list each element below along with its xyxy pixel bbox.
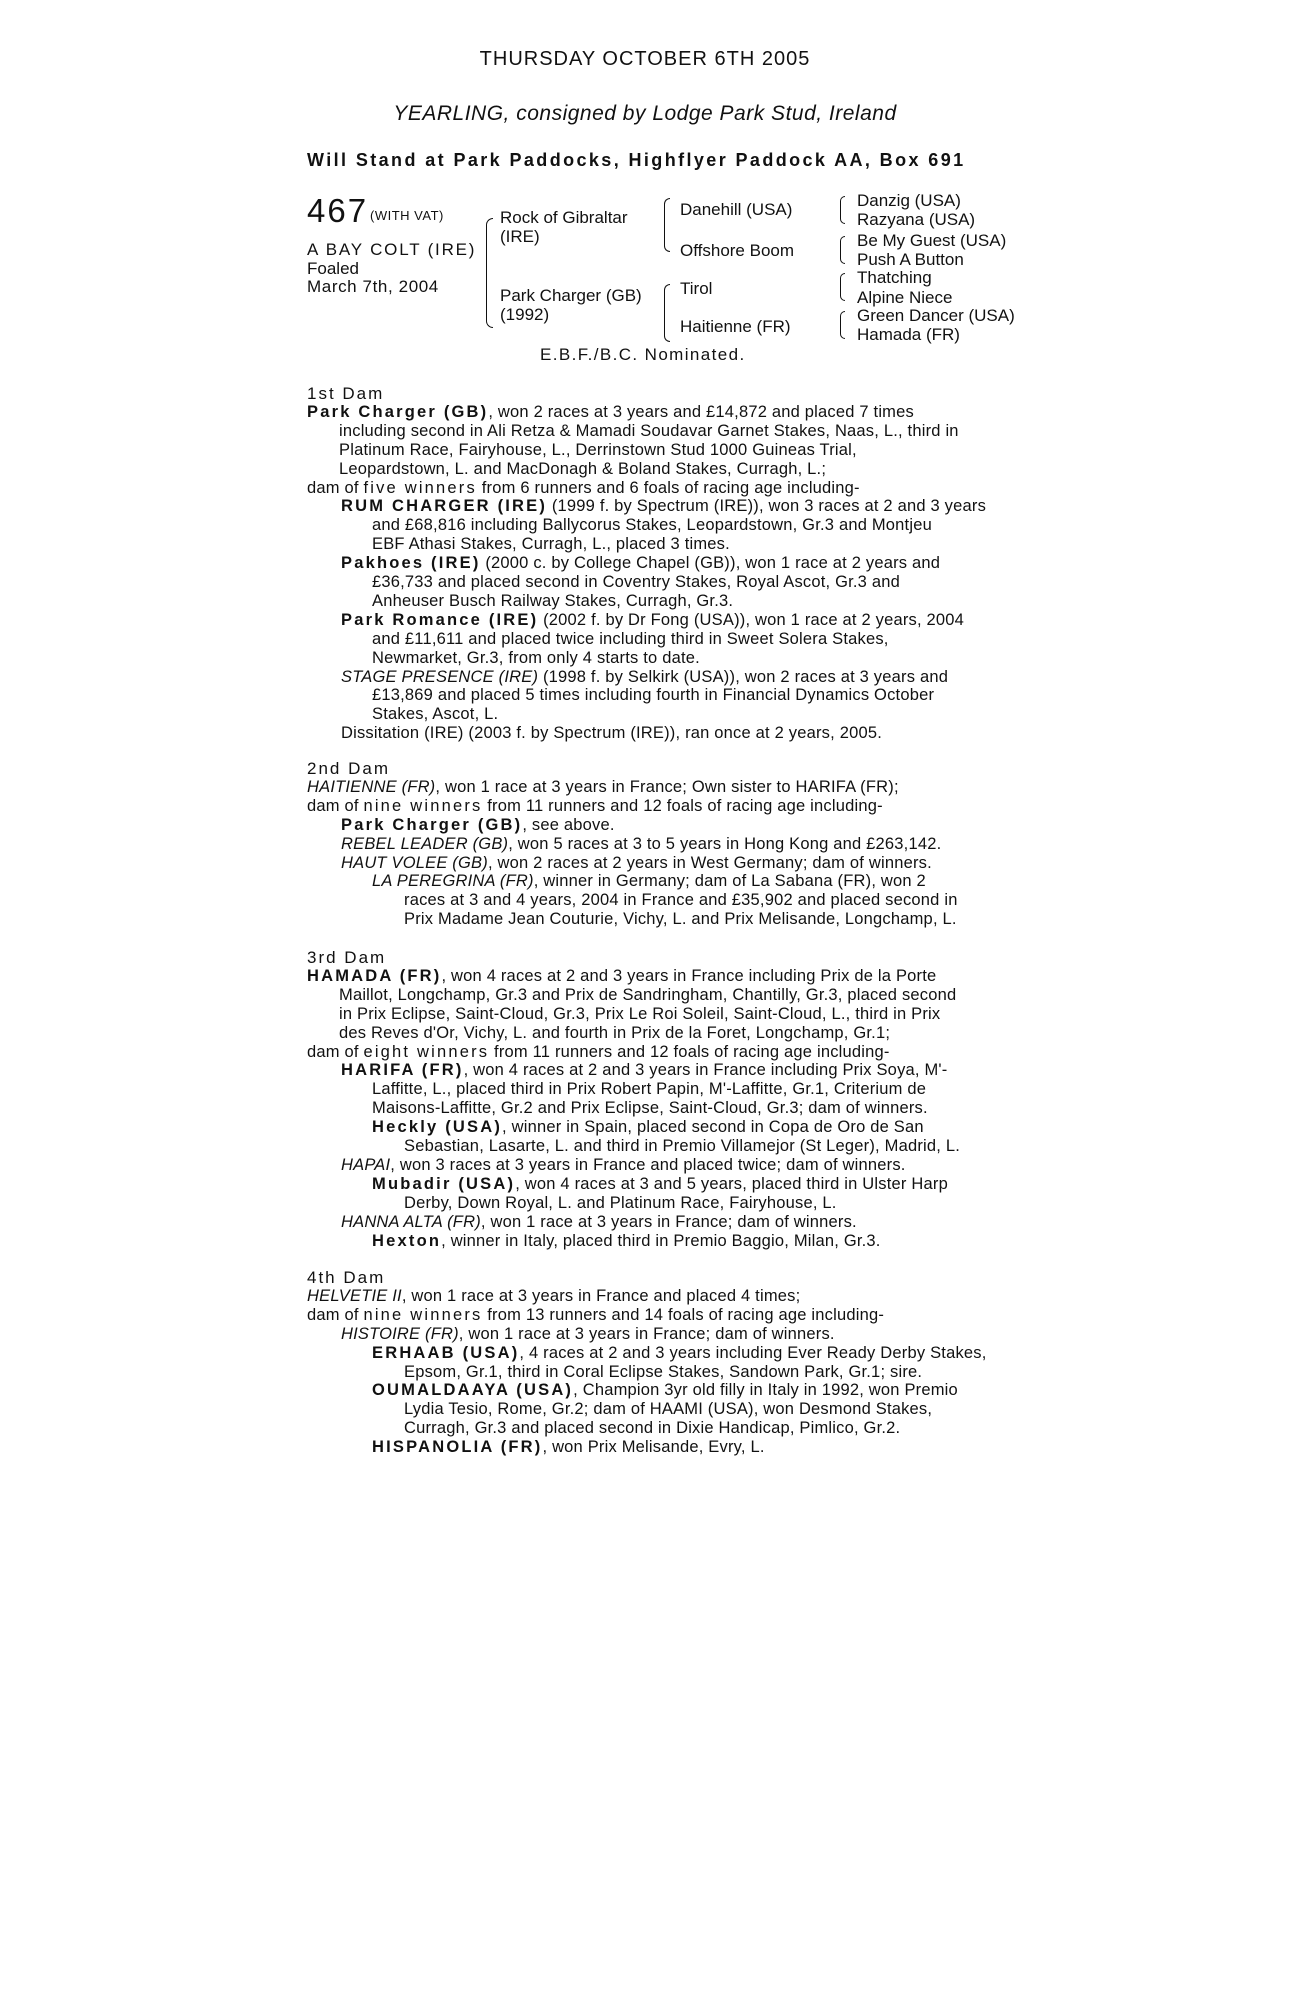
dam4-line <box>307 1287 800 1306</box>
dam2-line <box>307 797 883 816</box>
line-text: (1998 f. by Selkirk (USA)), won 2 races at 3 years and <box>538 667 949 686</box>
pedigree-g3-8: Hamada (FR) <box>857 325 960 344</box>
dam2-line <box>341 854 932 873</box>
horse-name: LA PEREGRINA (FR) <box>372 872 534 891</box>
line-text: , won 4 races at 3 and 5 years, placed third in Ulster Harp <box>515 1174 948 1193</box>
line-text: Derby, Down Royal, L. and Platinum Race, Fairyhouse, L. <box>404 1193 837 1212</box>
line-text: , winner in Spain, placed second in Copa de Oro de San <box>502 1118 924 1137</box>
line-text: Curragh, Gr.3 and placed second in Dixie Handicap, Pimlico, Gr.2. <box>404 1419 901 1438</box>
dam3-line <box>339 986 956 1005</box>
dam3-line <box>404 1194 837 1213</box>
line-text: and £11,611 and placed twice including third in Sweet Solera Stakes, <box>372 629 889 648</box>
dam4-line <box>341 1325 835 1344</box>
line-text: Anheuser Busch Railway Stakes, Curragh, Gr.3. <box>372 591 734 610</box>
foaled-label: Foaled <box>307 259 359 278</box>
dam4-line <box>404 1419 900 1438</box>
dam1-line <box>339 460 826 479</box>
dam2-line <box>404 910 957 929</box>
horse-name: HELVETIE II <box>307 1286 402 1305</box>
pedigree-dam-sire: Tirol <box>680 279 713 298</box>
line-text: Newmarket, Gr.3, from only 4 starts to date. <box>372 648 700 667</box>
horse-name: ERHAAB (USA) <box>372 1343 520 1362</box>
line-text: , Champion 3yr old filly in Italy in 1992, won Premio <box>573 1381 958 1400</box>
dam1-line <box>341 611 964 630</box>
pedigree-bracket-g3-2 <box>840 236 845 264</box>
dam2-line <box>404 891 958 910</box>
horse-name: REBEL LEADER (GB) <box>341 834 509 853</box>
pedigree-g3-2: Razyana (USA) <box>857 210 976 229</box>
line-text: , won 1 race at 3 years in France; dam of winners. <box>458 1324 835 1343</box>
line-text: , won 1 race at 3 years in France and placed 4 times; <box>401 1286 801 1305</box>
dam1-line <box>372 649 700 668</box>
dam1-line <box>341 497 986 516</box>
dam2-line <box>341 816 615 835</box>
horse-name: eight winners <box>363 1042 490 1061</box>
dam3-line <box>372 1232 881 1251</box>
line-text: Leopardstown, L. and MacDonagh & Boland Stakes, Curragh, L.; <box>339 459 827 478</box>
dam3-line <box>307 967 936 986</box>
dam3-line <box>341 1213 857 1232</box>
line-text: (2002 f. by Dr Fong (USA)), won 1 race at 2 years, 2004 <box>538 610 965 629</box>
horse-name: HISPANOLIA (FR) <box>372 1438 543 1457</box>
pedigree-g3-7: Green Dancer (USA) <box>857 306 1015 325</box>
dam1-line <box>341 554 940 573</box>
line-text: and £68,816 including Ballycorus Stakes, Leopardstown, Gr.3 and Montjeu <box>372 516 932 535</box>
line-text: , won 5 races at 3 to 5 years in Hong Kong and £263,142. <box>508 834 942 853</box>
line-text: Platinum Race, Fairyhouse, L., Derrinstown Stud 1000 Guineas Trial, <box>339 440 857 459</box>
lot-name: A BAY COLT (IRE) <box>307 240 477 259</box>
line-text: , won Prix Melisande, Evry, L. <box>542 1438 765 1457</box>
horse-name: Heckly (USA) <box>372 1118 503 1137</box>
line-text: including second in Ali Retza & Mamadi Soudavar Garnet Stakes, Naas, L., third in <box>339 421 959 440</box>
line-text: in Prix Eclipse, Saint-Cloud, Gr.3, Prix Le Roi Soleil, Saint-Cloud, L., third in Prix <box>339 1004 941 1023</box>
lot-number: 467 <box>307 192 369 229</box>
dam3-heading: 3rd Dam <box>307 948 387 967</box>
dam1-line <box>307 403 914 422</box>
line-prefix: dam of <box>307 478 364 497</box>
horse-name: Park Charger (GB) <box>307 402 489 421</box>
dam1-line <box>372 592 733 611</box>
dam3-line <box>307 1043 890 1062</box>
pedigree-sire-dam: Offshore Boom <box>680 241 795 260</box>
consignor-line: YEARLING, consigned by Lodge Park Stud, Ireland <box>393 102 897 125</box>
horse-name: Park Romance (IRE) <box>341 610 539 629</box>
dam1-line <box>341 668 948 687</box>
horse-name: five winners <box>363 478 477 497</box>
dam4-line <box>404 1363 922 1382</box>
line-text: Stakes, Ascot, L. <box>372 705 499 724</box>
line-text: , winner in Germany; dam of La Sabana (FR), won 2 <box>533 872 926 891</box>
horse-name: OUMALDAAYA (USA) <box>372 1381 574 1400</box>
pedigree-sire-sire: Danehill (USA) <box>680 200 793 219</box>
horse-name: HAPAI <box>341 1155 391 1174</box>
dam4-line <box>372 1344 987 1363</box>
dam1-line <box>339 441 857 460</box>
line-text: , won 1 race at 3 years in France; dam of winners. <box>480 1212 857 1231</box>
dam1-line <box>372 686 934 705</box>
line-text: , won 4 races at 2 and 3 years in France including Prix Soya, M'- <box>463 1061 948 1080</box>
pedigree-g3-3: Be My Guest (USA) <box>857 231 1007 250</box>
line-text: £36,733 and placed second in Coventry Stakes, Royal Ascot, Gr.3 and <box>372 573 900 591</box>
line-text: EBF Athasi Stakes, Curragh, L., placed 3 times. <box>372 535 730 554</box>
horse-name: STAGE PRESENCE (IRE) <box>341 667 539 686</box>
dam1-heading: 1st Dam <box>307 384 385 403</box>
dam1-line <box>339 422 959 441</box>
line-text: Epsom, Gr.1, third in Coral Eclipse Stakes, Sandown Park, Gr.1; sire. <box>404 1362 923 1381</box>
line-text: from 13 runners and 14 foals of racing age including- <box>482 1305 885 1324</box>
dam4-heading: 4th Dam <box>307 1268 386 1287</box>
vat-note: (WITH VAT) <box>370 208 444 223</box>
dam4-line <box>372 1381 958 1400</box>
line-text: Prix Madame Jean Couturie, Vichy, L. and Prix Melisande, Longchamp, L. <box>404 910 957 929</box>
line-text: (2000 c. by College Chapel (GB)), won 1 race at 2 years and <box>480 554 941 573</box>
line-text: Laffitte, L., placed third in Prix Robert Papin, M'-Laffitte, Gr.1, Criterium de <box>372 1080 927 1099</box>
line-prefix: dam of <box>307 1042 364 1061</box>
horse-name: nine winners <box>363 1305 483 1324</box>
line-text: races at 3 and 4 years, 2004 in France and £35,902 and placed second in <box>404 891 958 910</box>
pedigree-bracket-g3-4 <box>840 311 845 339</box>
dam3-line <box>404 1137 960 1156</box>
line-text: Maisons-Laffitte, Gr.2 and Prix Eclipse, Saint-Cloud, Gr.3; dam of winners. <box>372 1099 928 1118</box>
line-text: , won 3 races at 3 years in France and placed twice; dam of winners. <box>390 1155 906 1174</box>
line-text: from 6 runners and 6 foals of racing age including- <box>476 478 860 497</box>
pedigree-sire: Rock of Gibraltar (IRE) <box>500 208 628 246</box>
dam4-line <box>404 1400 932 1419</box>
dam2-line <box>307 778 899 797</box>
line-text: £13,869 and placed 5 times including fourth in Financial Dynamics October <box>372 686 935 705</box>
pedigree-bracket-dam <box>664 284 670 342</box>
stand-location: Will Stand at Park Paddocks, Highflyer Paddock AA, Box 691 <box>307 150 966 170</box>
horse-name: HARIFA (FR) <box>341 1061 464 1080</box>
pedigree-dam-dam: Haitienne (FR) <box>680 317 791 336</box>
horse-name: Park Charger (GB) <box>341 815 523 834</box>
foaled-date: March 7th, 2004 <box>307 277 439 296</box>
horse-name: HAITIENNE (FR) <box>307 777 436 796</box>
dam1-line <box>372 535 730 554</box>
dam3-line <box>341 1061 947 1080</box>
pedigree-bracket-main <box>486 218 493 328</box>
horse-name: Mubadir (USA) <box>372 1174 516 1193</box>
horse-name: HAMADA (FR) <box>307 966 442 985</box>
line-text: from 11 runners and 12 foals of racing age including- <box>482 796 883 815</box>
dam2-line <box>341 835 941 854</box>
dam1-line <box>372 705 498 724</box>
dam2-heading: 2nd Dam <box>307 759 390 778</box>
dam1-line <box>307 479 860 498</box>
horse-name: Hexton <box>372 1231 442 1250</box>
pedigree-g3-4: Push A Button <box>857 250 964 269</box>
dam1-line <box>372 630 889 649</box>
dam3-line <box>372 1099 928 1118</box>
line-text: from 11 runners and 12 foals of racing age including- <box>489 1042 890 1061</box>
dam3-line <box>339 1024 890 1043</box>
pedigree-dam: Park Charger (GB) (1992) <box>500 286 642 324</box>
line-text: , see above. <box>522 815 615 834</box>
pedigree-bracket-g3-3 <box>840 273 845 301</box>
nomination-note: E.B.F./B.C. Nominated. <box>540 345 746 364</box>
horse-name: RUM CHARGER (IRE) <box>341 497 548 516</box>
dam3-line <box>341 1156 906 1175</box>
line-text: Lydia Tesio, Rome, Gr.2; dam of HAAMI (USA), won Desmond Stakes, <box>404 1400 933 1419</box>
horse-name: HISTOIRE (FR) <box>341 1324 459 1343</box>
line-text: Dissitation (IRE) (2003 f. by Spectrum (IRE)), ran once at 2 years, 2005. <box>341 724 882 743</box>
line-text: (1999 f. by Spectrum (IRE)), won 3 races at 2 and 3 years <box>547 497 987 516</box>
pedigree-bracket-g3-1 <box>840 196 845 224</box>
horse-name: HAUT VOLEE (GB) <box>341 853 488 872</box>
sale-date: THURSDAY OCTOBER 6TH 2005 <box>479 48 811 70</box>
line-prefix: dam of <box>307 1305 364 1324</box>
line-text: , won 2 races at 3 years and £14,872 and placed 7 times <box>488 402 914 421</box>
dam1-line <box>372 516 932 535</box>
line-text: , 4 races at 2 and 3 years including Ever Ready Derby Stakes, <box>519 1343 987 1362</box>
line-text: , winner in Italy, placed third in Premio Baggio, Milan, Gr.3. <box>441 1231 881 1250</box>
dam4-line <box>372 1438 765 1457</box>
line-text: , won 2 races at 2 years in West Germany; dam of winners. <box>487 853 932 872</box>
dam1-line <box>372 573 900 592</box>
pedigree-g3-5: Thatching <box>857 268 932 287</box>
pedigree-g3-6: Alpine Niece <box>857 288 953 307</box>
pedigree-g3-1: Danzig (USA) <box>857 191 961 210</box>
dam1-line <box>341 724 882 743</box>
dam2-line <box>372 872 926 891</box>
line-text: des Reves d'Or, Vichy, L. and fourth in Prix de la Foret, Longchamp, Gr.1; <box>339 1023 891 1042</box>
dam3-line <box>372 1118 924 1137</box>
dam3-line <box>339 1005 940 1024</box>
horse-name: HANNA ALTA (FR) <box>341 1212 481 1231</box>
line-text: , won 4 races at 2 and 3 years in France including Prix de la Porte <box>441 966 937 985</box>
line-text: Maillot, Longchamp, Gr.3 and Prix de Sandringham, Chantilly, Gr.3, placed second <box>339 985 957 1004</box>
dam3-line <box>372 1175 948 1194</box>
line-text: , won 1 race at 3 years in France; Own sister to HARIFA (FR); <box>435 777 899 796</box>
horse-name: nine winners <box>363 796 483 815</box>
line-text: Sebastian, Lasarte, L. and third in Premio Villamejor (St Leger), Madrid, L. <box>404 1137 960 1155</box>
dam3-line <box>372 1080 926 1099</box>
horse-name: Pakhoes (IRE) <box>341 554 481 573</box>
pedigree-bracket-sire <box>664 198 670 252</box>
line-prefix: dam of <box>307 796 364 815</box>
dam4-line <box>307 1306 884 1325</box>
